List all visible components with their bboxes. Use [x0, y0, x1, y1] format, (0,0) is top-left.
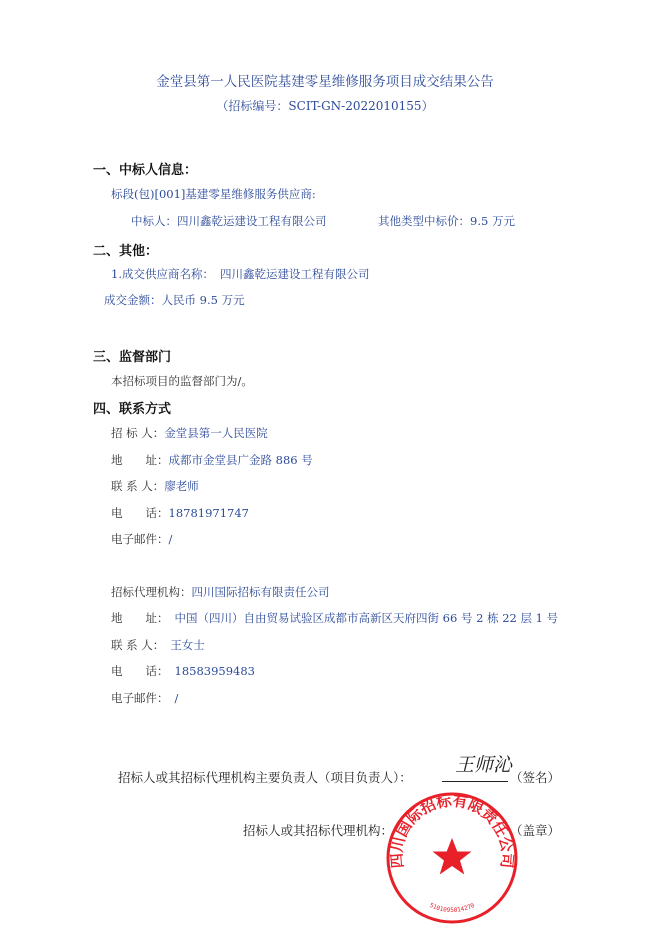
seal-line-text: 招标人或其招标代理机构：	[243, 823, 394, 838]
tenderer-email-label: 电子邮件：	[111, 532, 169, 546]
supplier-row	[111, 266, 369, 282]
page-title: 金堂县第一人民医院基建零星维修服务项目成交结果公告	[156, 74, 494, 90]
tenderer-email-row	[111, 531, 172, 547]
winner-row	[131, 213, 327, 229]
tenderer-contact-value: 廖老师	[164, 479, 199, 493]
agency-name-value: 四川国际招标有限责任公司	[191, 585, 330, 599]
supervision-text: 本招标项目的监督部门为/。	[111, 374, 253, 388]
agency-address-label: 地 址：	[111, 611, 169, 625]
agency-contact-value: 王女士	[170, 638, 205, 652]
agency-email-row	[111, 690, 178, 706]
tenderer-contact-label: 联 系 人：	[111, 479, 165, 493]
agency-email-label: 电子邮件：	[111, 691, 169, 705]
amount-row	[104, 292, 245, 308]
price-label: 其他类型中标价：	[378, 214, 470, 228]
agency-email-value: /	[174, 691, 179, 705]
signature-line-text: 招标人或其招标代理机构主要负责人（项目负责人）：	[118, 770, 412, 785]
winner-label: 中标人：	[131, 214, 177, 228]
price-value: 9.5 万元	[470, 214, 515, 228]
signature-name: 王师沁	[455, 754, 513, 776]
supplier-label: 1.成交供应商名称：	[111, 267, 214, 281]
signature-underline	[442, 781, 508, 782]
tenderer-address-label: 地 址：	[111, 453, 169, 467]
official-seal-icon	[382, 788, 522, 928]
lot-line: 标段(包)[001]基建零星维修服务供应商:	[111, 187, 316, 201]
amount-label: 成交金额：	[104, 293, 162, 307]
seal-text: 四川国际招标有限责任公司	[387, 791, 517, 869]
agency-phone-value: 18583959483	[174, 664, 255, 678]
tenderer-phone-row	[111, 505, 249, 521]
price-row	[378, 213, 515, 229]
tenderer-name-row	[111, 425, 268, 441]
tenderer-phone-value: 18781971747	[168, 506, 249, 520]
agency-name-label: 招标代理机构：	[111, 585, 192, 599]
tender-number: （招标编号：SCIT-GN-2022010155）	[216, 99, 434, 113]
agency-phone-row	[111, 663, 255, 679]
section4-heading: 四、联系方式	[93, 402, 172, 417]
tenderer-name-value: 金堂县第一人民医院	[164, 426, 268, 440]
section3-heading: 三、监督部门	[93, 350, 172, 365]
tenderer-phone-label: 电 话：	[111, 506, 169, 520]
agency-contact-label: 联 系 人：	[111, 638, 165, 652]
amount-value: 人民币 9.5 万元	[161, 293, 245, 307]
tenderer-address-value: 成都市金堂县广金路 886 号	[168, 453, 313, 467]
agency-phone-label: 电 话：	[111, 664, 169, 678]
section1-heading: 一、中标人信息：	[93, 163, 198, 178]
section2-heading: 二、其他：	[93, 244, 159, 259]
seal-star	[433, 838, 472, 875]
tenderer-address-row	[111, 452, 313, 468]
agency-name-row	[111, 584, 330, 600]
tenderer-name-label: 招 标 人：	[111, 426, 165, 440]
seal-number: 5101095014270	[428, 902, 476, 914]
supplier-value: 四川鑫乾运建设工程有限公司	[219, 267, 370, 281]
seal-suffix: （盖章）	[510, 823, 561, 838]
tenderer-contact-row	[111, 478, 199, 494]
winner-value: 四川鑫乾运建设工程有限公司	[177, 214, 327, 228]
signature-suffix: （签名）	[510, 770, 561, 785]
agency-contact-row	[111, 637, 205, 653]
agency-address-row	[111, 610, 558, 626]
tenderer-email-value: /	[168, 532, 173, 546]
agency-address-value: 中国（四川）自由贸易试验区成都市高新区天府四街 66 号 2 栋 22 层 1 号	[174, 611, 559, 625]
